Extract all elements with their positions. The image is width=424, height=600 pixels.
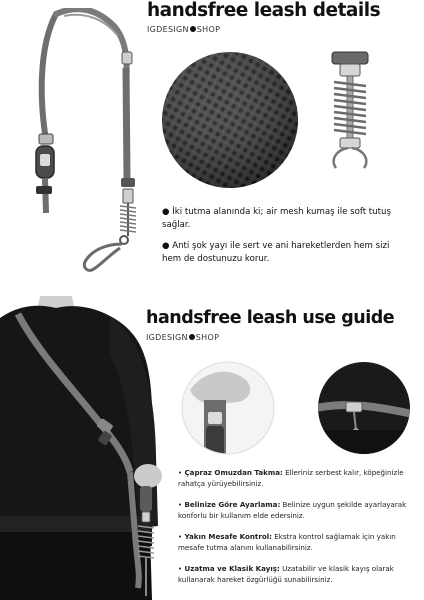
guide-item-4 (178, 564, 414, 585)
brand-right-text: SHOP (195, 333, 220, 342)
details-brand-logo (147, 25, 220, 34)
guide-item-2-heading: Belinize Göre Ayarlama: (184, 500, 281, 509)
bullet-dot-icon: ● (162, 207, 173, 217)
guide-item-2-text: Belinize uygun şekilde ayarlayarak konforlu bir kullanım elde edersiniz. (178, 500, 407, 520)
guide-item-4-text: Uzatabilir ve klasik kayış olarak kullanarak hareket özgürlüğü sunabilirsiniz. (178, 564, 394, 584)
details-bullet-1 (162, 206, 407, 231)
bullet-dot-icon: • (178, 564, 185, 573)
guide-brand-logo (146, 333, 219, 342)
brand-left-text: IGDESIGN (146, 333, 188, 342)
details-bullet-2 (162, 240, 407, 265)
guide-item-3-heading: Yakın Mesafe Kontrol: (184, 532, 272, 541)
guide-item-3 (178, 532, 414, 553)
guide-item-3-text: Ekstra kontrol sağlamak için yakın mesafe tutma alanını kullanabilirsiniz. (178, 532, 396, 552)
guide-item-1 (178, 468, 414, 489)
brand-left-text: IGDESIGN (147, 25, 189, 34)
brand-right-text: SHOP (196, 25, 221, 34)
air-mesh-closeup-image (160, 50, 300, 190)
hand-holding-handle-closeup (180, 360, 276, 456)
guide-item-4-heading: Uzatma ve Klasik Kayış: (184, 564, 280, 573)
details-title: handsfree leash details (147, 0, 381, 21)
waist-belt-closeup (316, 360, 412, 456)
details-bullet-1-text: İki tutma alanında ki; air mesh kumaş ile soft tutuş sağlar. (162, 207, 391, 230)
details-bullet-2-text: Anti şok yayı ile sert ve ani hareketlerden hem sizi hem de dostunuzu korur. (162, 241, 390, 264)
anti-shock-spring-image (318, 48, 388, 173)
guide-item-1-heading: Çapraz Omuzdan Takma: (184, 468, 283, 477)
bullet-dot-icon: ● (162, 241, 173, 251)
guide-item-1-text: Elleriniz serbest kalır, köpeğinizle rahatça yürüyebilirsiniz. (178, 468, 404, 488)
guide-item-2 (178, 500, 414, 521)
brand-dot-icon (189, 334, 195, 340)
guide-title: handsfree leash use guide (146, 308, 395, 328)
bullet-dot-icon: • (178, 468, 185, 477)
bullet-dot-icon: • (178, 532, 185, 541)
leash-product-image (24, 8, 139, 278)
brand-dot-icon (190, 26, 196, 32)
bullet-dot-icon: • (178, 500, 185, 509)
